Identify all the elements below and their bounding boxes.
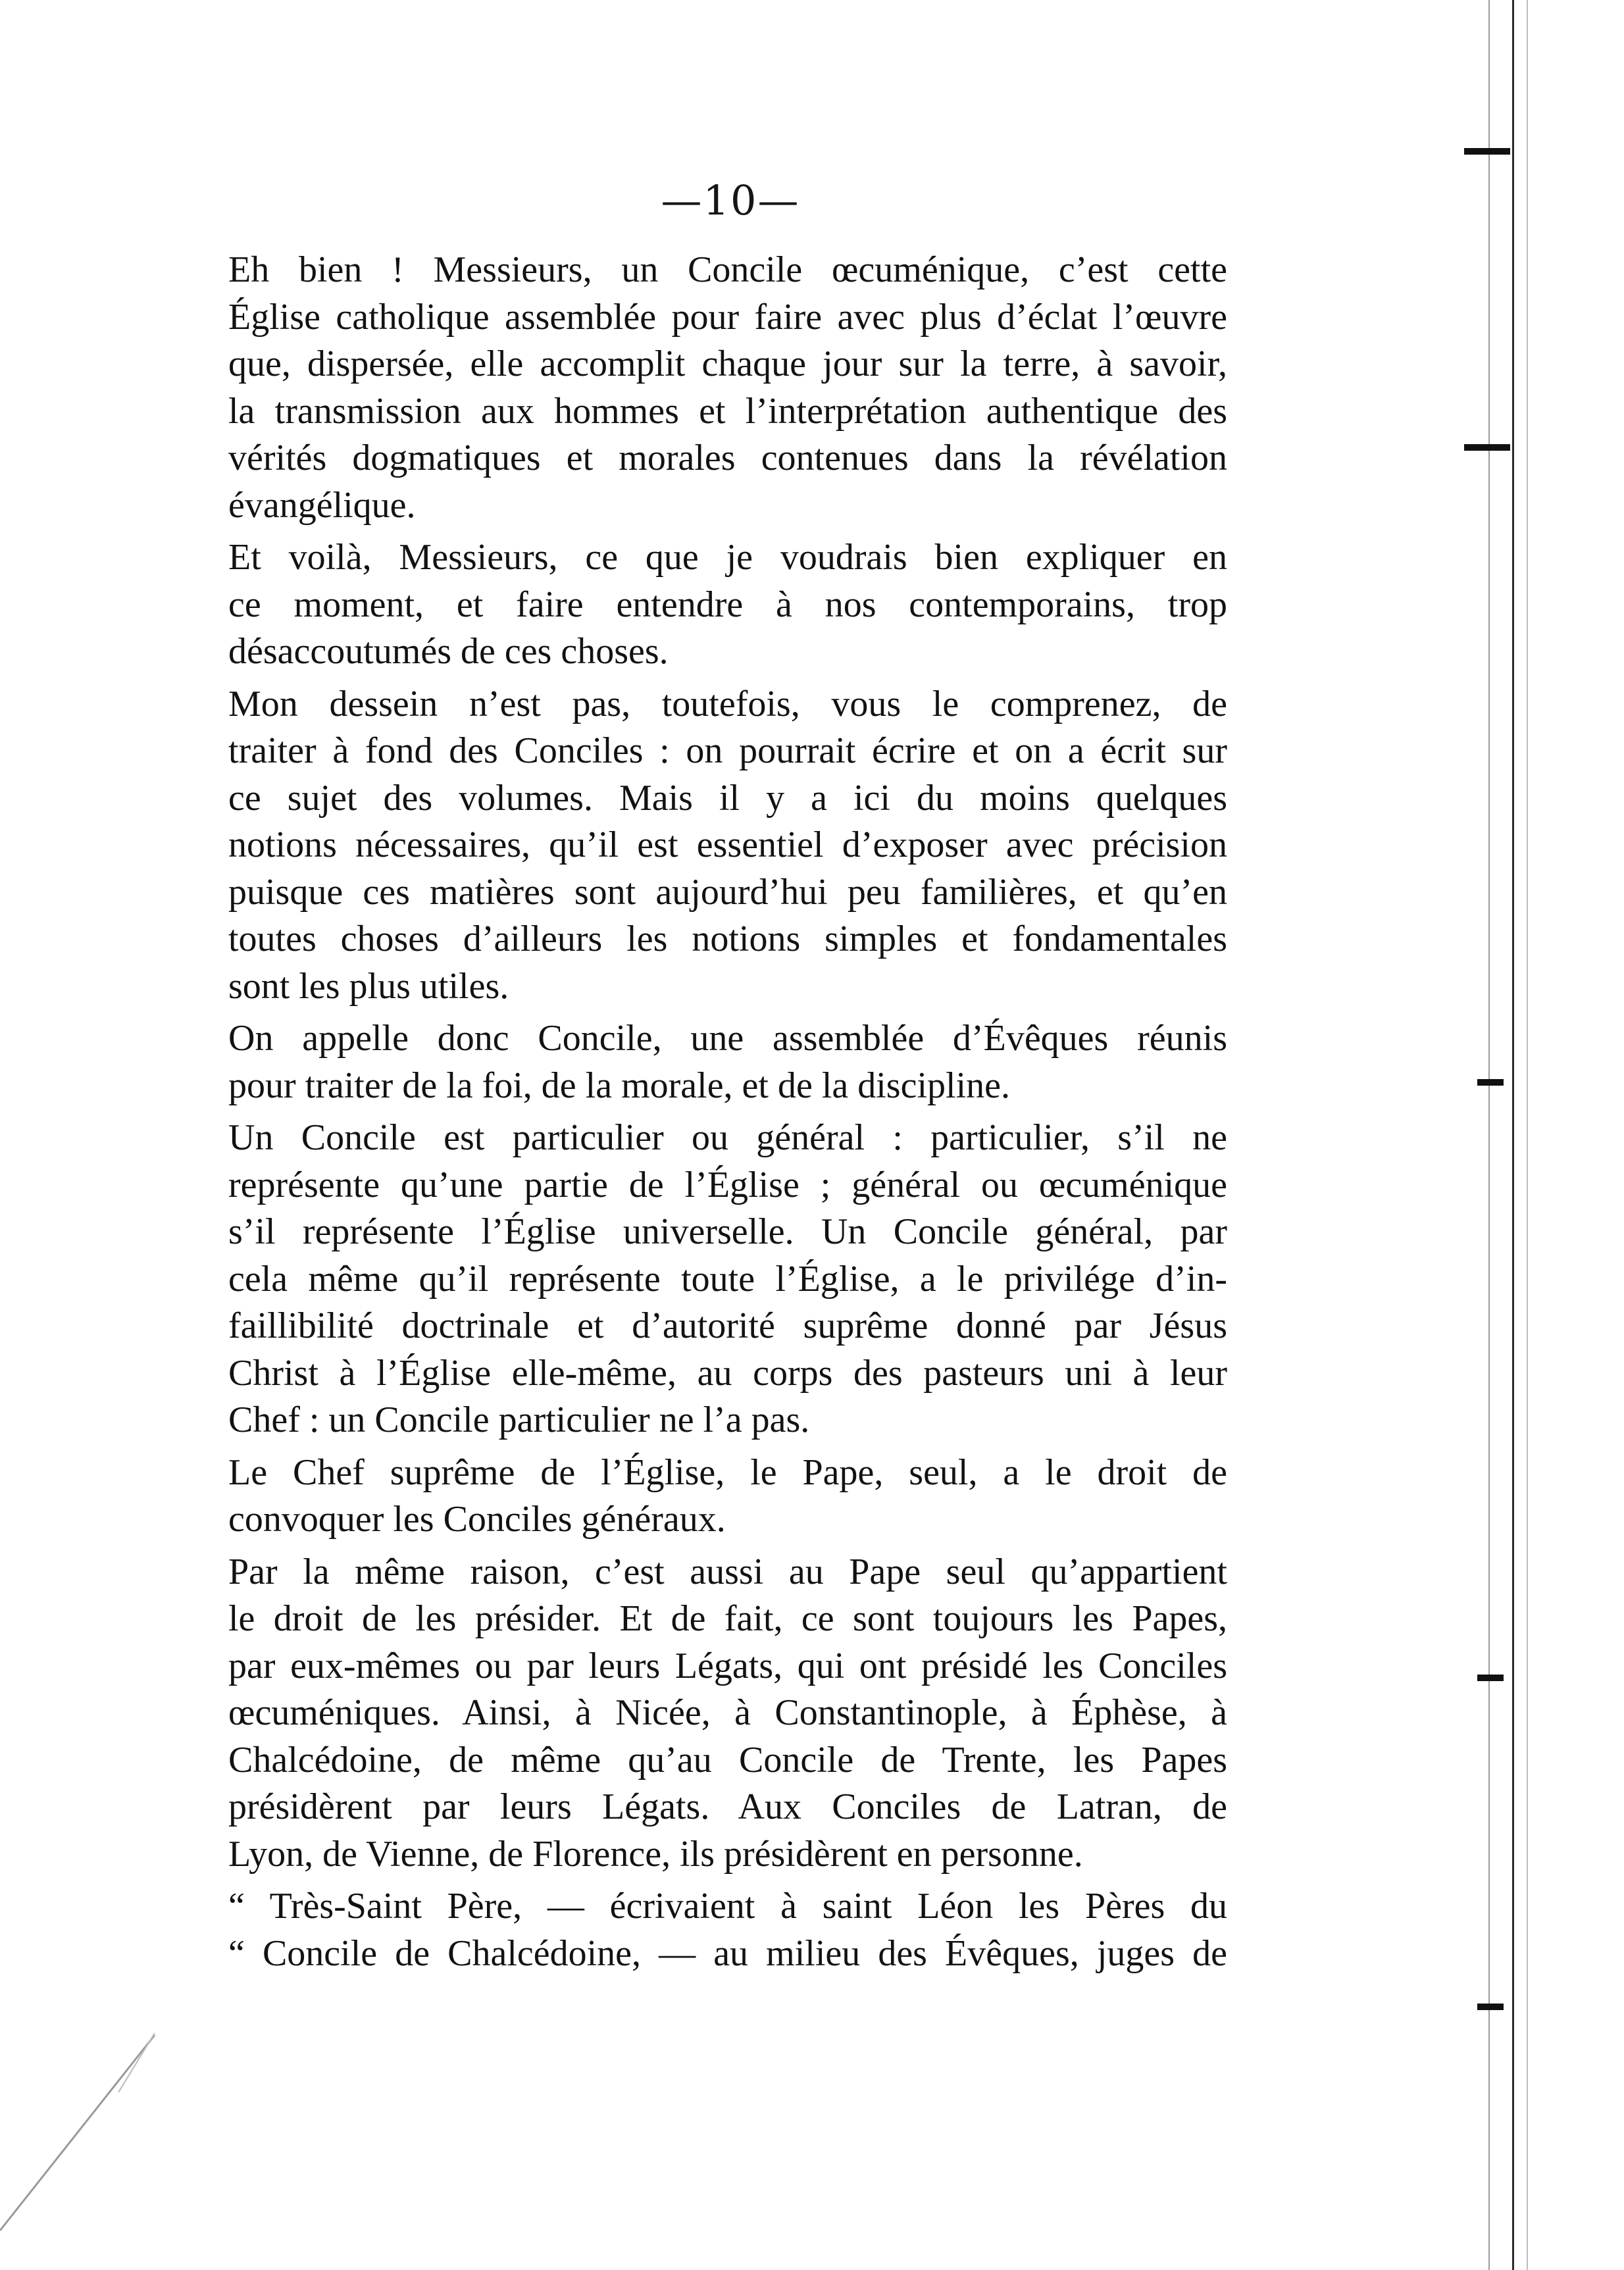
binding-edge-line xyxy=(1512,0,1514,2270)
text-line: notions nécessaires, qu’il est essentiel d’exposer avec précision xyxy=(228,824,1227,865)
paragraph-7 xyxy=(188,1549,1227,1879)
text-line: “ Très-Saint Père, — écrivaient à saint Léon les Pères du xyxy=(228,1886,1227,1927)
text-line: évangélique. xyxy=(228,484,416,526)
text-line: traiter à fond des Conciles : on pourrait écrire et on a écrit sur xyxy=(228,730,1227,771)
binding-mark xyxy=(1477,1675,1504,1681)
text-line: Le Chef suprême de l’Église, le Pape, seul, a le droit de xyxy=(228,1451,1227,1493)
page-number: —10— xyxy=(661,176,800,224)
text-line: convoquer les Conciles généraux. xyxy=(228,1499,726,1540)
text-line: par eux-mêmes ou par leurs Légats, qui ont présidé les Conciles xyxy=(228,1645,1227,1686)
text-line: s’il représente l’Église universelle. Un Concile général, par xyxy=(228,1211,1227,1252)
text-line: Mon dessein n’est pas, toutefois, vous le comprenez, de xyxy=(228,683,1227,724)
text-line: puisque ces matières sont aujourd’hui peu familières, et qu’en xyxy=(228,871,1227,913)
text-line: représente qu’une partie de l’Église ; général ou œcuménique xyxy=(228,1164,1227,1205)
body-text xyxy=(188,247,1227,1982)
text-line: désaccoutumés de ces choses. xyxy=(228,631,669,672)
binding-mark xyxy=(1464,444,1510,451)
binding-faint-line xyxy=(1527,0,1528,2270)
paragraph-8 xyxy=(188,1883,1227,1977)
text-line: Église catholique assemblée pour faire avec plus d’éclat l’œuvre xyxy=(228,296,1227,338)
binding-shadow-line xyxy=(1488,0,1490,2270)
text-line: Eh bien ! Messieurs, un Concile œcuménique, c’est cette xyxy=(228,249,1227,290)
binding-mark xyxy=(1464,148,1510,155)
text-line: toutes choses d’ailleurs les notions simples et fondamentales xyxy=(228,919,1227,959)
text-line: Christ à l’Église elle-même, au corps des pasteurs uni à leur xyxy=(228,1352,1227,1394)
text-line: Lyon, de Vienne, de Florence, ils présidèrent en personne. xyxy=(228,1833,1083,1875)
paragraph-4 xyxy=(188,1015,1227,1109)
text-line: Et voilà, Messieurs, ce que je voudrais bien expliquer en xyxy=(228,537,1227,578)
paragraph-6 xyxy=(188,1450,1227,1544)
text-line: présidèrent par leurs Légats. Aux Conciles de Latran, de xyxy=(228,1786,1227,1827)
binding-mark xyxy=(1477,1079,1504,1086)
text-line: sont les plus utiles. xyxy=(228,965,509,1007)
paragraph-1 xyxy=(188,247,1227,529)
scan-corner-mark xyxy=(0,2033,171,2270)
text-line: ce moment, et faire entendre à nos contemporains, trop xyxy=(228,584,1227,625)
text-line: vérités dogmatiques et morales contenues dans la révélation xyxy=(228,438,1227,478)
text-line: cela même qu’il représente toute l’Église, a le privilége d’in- xyxy=(228,1258,1227,1299)
text-line: Chef : un Concile particulier ne l’a pas. xyxy=(228,1400,810,1440)
text-line: Chalcédoine, de même qu’au Concile de Trente, les Papes xyxy=(228,1739,1227,1780)
text-line: pour traiter de la foi, de la morale, et de la discipline. xyxy=(228,1065,1010,1106)
paragraph-2 xyxy=(188,534,1227,676)
text-line: “ Concile de Chalcédoine, — au milieu des Évêques, juges de xyxy=(228,1932,1227,1974)
text-line: que, dispersée, elle accomplit chaque jour sur la terre, à savoir, xyxy=(228,343,1227,384)
text-line: le droit de les présider. Et de fait, ce sont toujours les Papes, xyxy=(228,1598,1227,1639)
text-line: On appelle donc Concile, une assemblée d’Évêques réunis xyxy=(228,1018,1227,1059)
text-line: la transmission aux hommes et l’interprétation authentique des xyxy=(228,390,1227,432)
text-line: œcuméniques. Ainsi, à Nicée, à Constantinople, à Éphèse, à xyxy=(228,1692,1227,1733)
binding-mark xyxy=(1477,2004,1504,2010)
text-line: ce sujet des volumes. Mais il y a ici du moins quelques xyxy=(228,777,1227,819)
text-line: Par la même raison, c’est aussi au Pape seul qu’appartient xyxy=(228,1551,1227,1592)
paragraph-5 xyxy=(188,1115,1227,1444)
text-line: faillibilité doctrinale et d’autorité suprême donné par Jésus xyxy=(228,1305,1227,1346)
paragraph-3 xyxy=(188,681,1227,1011)
text-line: Un Concile est particulier ou général : particulier, s’il ne xyxy=(228,1117,1227,1158)
